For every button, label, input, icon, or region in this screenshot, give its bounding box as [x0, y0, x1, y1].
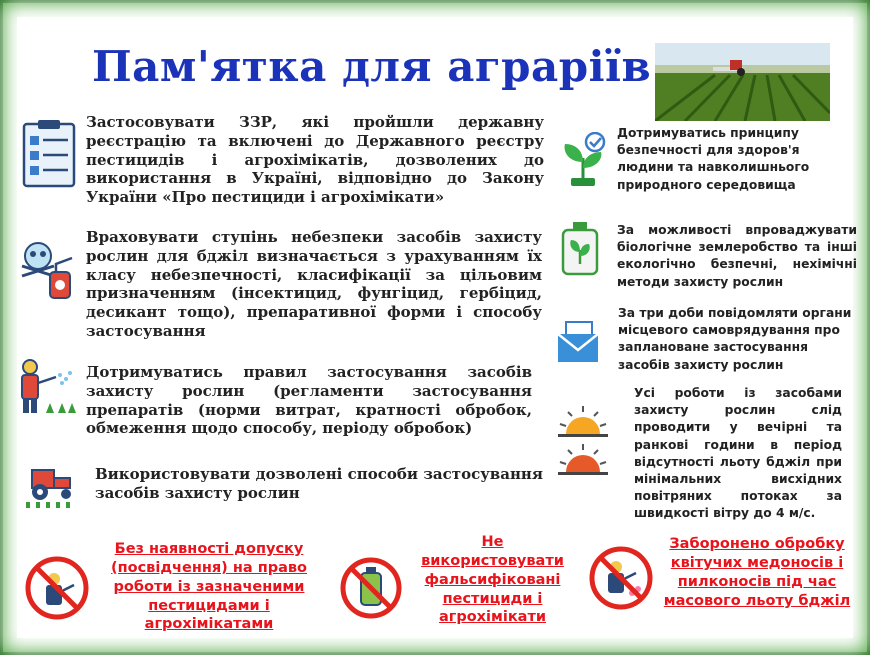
- no-spraying-flowers-icon: [588, 545, 654, 616]
- tractor-icon: [22, 458, 82, 513]
- no-spraying-icon: [24, 555, 90, 626]
- sunrise-icon: [554, 404, 612, 481]
- bio-canister-icon: [557, 218, 605, 281]
- left-item-3-text: Дотримуватись правил застосування засобів захисту рослин (регламенти застосування препаратів (норми витрат, кратності обробок, обмеження щодо способу, періоду обробок): [86, 363, 532, 438]
- left-item-2-text: Враховувати ступінь небезпеки засобів захисту рослин для бджіл визначається з урахуванням їх класу небезпечності, класифікації за цільовим призначенням (інсектицид, фунгіцид, гербіцид, десикант тощо), препаративної форми і способу застосування: [86, 228, 542, 340]
- no-canister-icon: [338, 557, 404, 624]
- left-item-4-text: Використовувати дозволені способи застосування засобів захисту рослин: [95, 465, 543, 502]
- right-item-4-text: Усі роботи із засобами захисту рослин слід проводити у вечірні та ранкові години в період відсутності льоту бджіл при мінімальних висхідних повітряних потоках за швидкості вітру до 4 м/с.: [634, 386, 842, 521]
- warning-3-text: Заборонено обробку квітучих медоносів і пилконосів під час масового льоту бджіл: [663, 536, 851, 609]
- right-item-2-text: За можливості впроваджувати біологічне землеробство та інші екологічно безпечні, нехімічні методи захисту рослин: [617, 223, 857, 289]
- toxic-sprayer-icon: [16, 236, 78, 307]
- page-title: Пам'ятка для аграріїв: [92, 42, 652, 91]
- spraying-worker-icon: [16, 357, 78, 420]
- warning-1-text: Без наявності допуску (посвідчення) на право роботи із зазначеними пестицидами і агрохімікатами: [110, 541, 308, 633]
- checklist-icon: [18, 118, 80, 195]
- right-item-3-text: За три доби повідомляти органи місцевого самоврядування про заплановане застосування засобів захисту рослин: [618, 306, 852, 372]
- plant-check-icon: [557, 132, 609, 193]
- warning-2-text: Не використовувати фальсифіковані пестициди і агрохімікати: [421, 534, 564, 626]
- field-tractor-photo: [655, 43, 830, 121]
- envelope-icon: [556, 320, 600, 369]
- left-item-1-text: Застосовувати ЗЗР, які пройшли державну реєстрацію та включені до Державного реєстру пестицидів і агрохімікатів, дозволених до використання в Україні, відповідно до Закону України «Про пестициди і агрохімікати»: [86, 113, 544, 206]
- right-item-1-text: Дотримуватись принципу безпечності для здоров'я людини та навколишнього природного середовища: [617, 126, 810, 192]
